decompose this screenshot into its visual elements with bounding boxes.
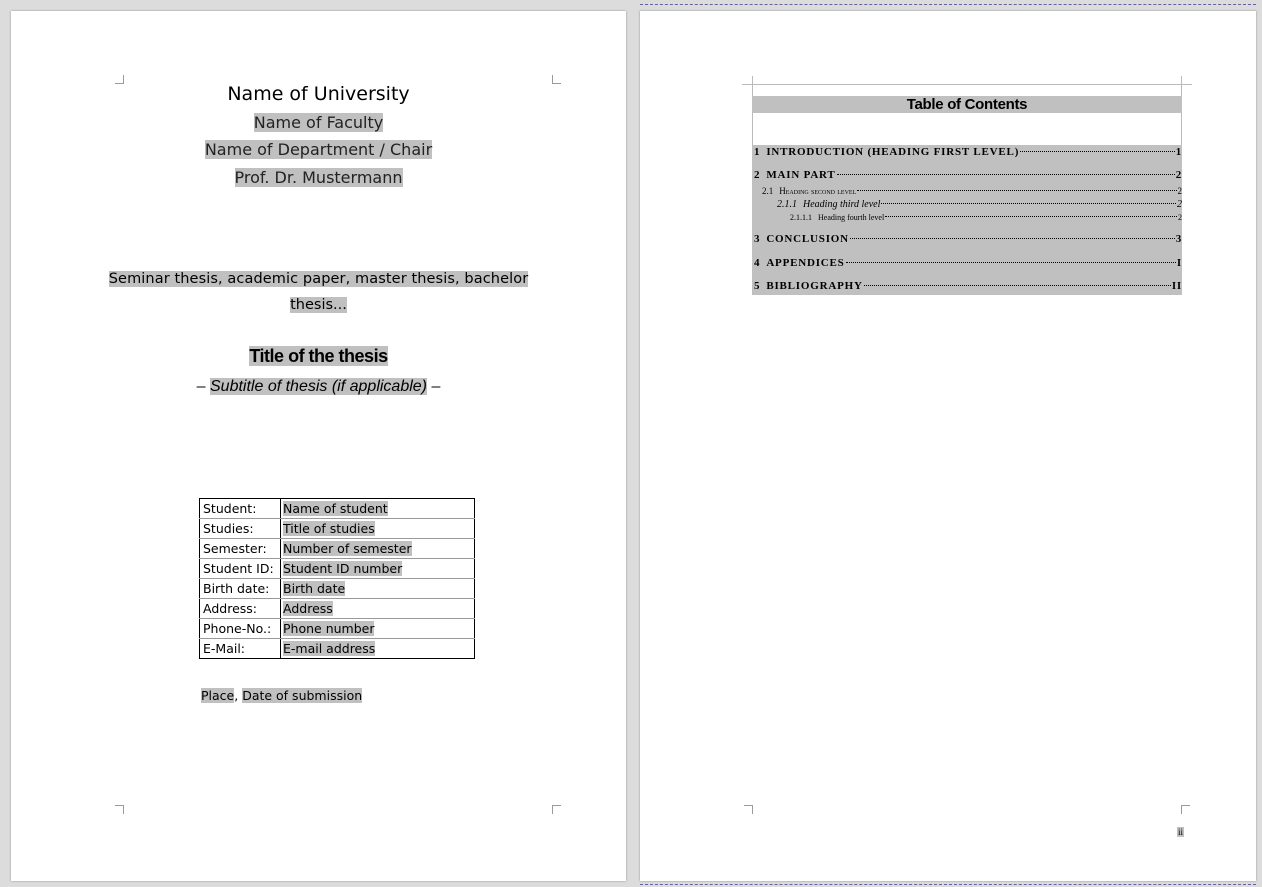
toc-entry[interactable] [777, 199, 1182, 210]
row-label: Student: [200, 499, 281, 519]
thesis-title [11, 346, 626, 367]
margin-corner-mark [744, 805, 753, 814]
toc-heading[interactable]: Table of Contents [752, 96, 1182, 113]
subtitle-dash: – [427, 378, 441, 395]
table-row [200, 639, 475, 659]
toc-entry[interactable] [790, 213, 1182, 222]
toc-dot-leader [864, 285, 1171, 286]
toc-entry[interactable] [754, 280, 1182, 292]
toc-entry-number: 3 [754, 233, 761, 245]
row-value-cell[interactable] [281, 619, 475, 639]
faculty-name [11, 113, 626, 132]
toc-entry[interactable] [754, 146, 1182, 158]
toc-dot-leader [857, 190, 1176, 191]
toc-entry-text: MAIN PART [766, 169, 836, 181]
margin-corner-mark [1181, 805, 1190, 814]
toc-entry-text: Heading fourth level [818, 213, 885, 222]
row-label: Studies: [200, 519, 281, 539]
margin-corner-mark [115, 805, 124, 814]
table-row [200, 519, 475, 539]
toc-entry-number: 4 [754, 257, 761, 269]
row-value-cell[interactable] [281, 579, 475, 599]
toc-entry-text: Heading third level [803, 199, 881, 210]
table-row [200, 539, 475, 559]
row-value-cell[interactable] [281, 499, 475, 519]
subtitle-dash: – [196, 378, 210, 395]
margin-corner-mark [552, 805, 561, 814]
row-label: Birth date: [200, 579, 281, 599]
row-value[interactable]: Phone number [283, 621, 375, 636]
toc-dot-leader [837, 174, 1175, 175]
professor-name [11, 168, 626, 187]
university-name [11, 83, 626, 105]
row-value-cell[interactable] [281, 599, 475, 619]
toc-section-boundary [742, 84, 1192, 85]
table-row [200, 619, 475, 639]
submission-place-field[interactable]: Place [201, 688, 235, 703]
toc-entry-number: 1 [754, 146, 761, 158]
toc-entry-number: 2.1.1 [777, 199, 797, 210]
row-value[interactable]: Address [283, 601, 333, 616]
submission-separator: , [234, 688, 243, 703]
row-value[interactable]: Student ID number [283, 561, 403, 576]
toc-dot-leader [881, 203, 1176, 204]
student-info-table [199, 498, 475, 659]
row-label: Semester: [200, 539, 281, 559]
toc-entry[interactable] [762, 186, 1182, 196]
table-row [200, 599, 475, 619]
row-label: Phone-No.: [200, 619, 281, 639]
thesis-type-line [11, 271, 626, 287]
toc-entry-number: 2 [754, 169, 761, 181]
toc-dot-leader [846, 262, 1176, 263]
faculty-field[interactable]: Name of Faculty [253, 113, 384, 132]
table-row [200, 559, 475, 579]
toc-entry-page: 1 [1175, 146, 1182, 158]
page-break-indicator [640, 884, 1256, 885]
department-name [11, 140, 626, 159]
thesis-type-field[interactable]: Seminar thesis, academic paper, master thesis, bachelor [108, 271, 529, 287]
table-row [200, 579, 475, 599]
page-number-field[interactable]: ii [1178, 827, 1184, 837]
toc-page[interactable] [640, 11, 1256, 881]
row-value-cell[interactable] [281, 639, 475, 659]
thesis-title-field[interactable]: Title of the thesis [249, 346, 388, 366]
submission-line [201, 688, 362, 703]
table-row [200, 499, 475, 519]
row-value[interactable]: Number of semester [283, 541, 412, 556]
row-label: Address: [200, 599, 281, 619]
cover-page[interactable] [11, 11, 626, 881]
professor-field[interactable]: Prof. Dr. Mustermann [234, 168, 403, 187]
toc-entry[interactable] [754, 169, 1182, 181]
toc-entry[interactable] [754, 257, 1182, 269]
row-value[interactable]: Birth date [283, 581, 346, 596]
toc-entry[interactable] [754, 233, 1182, 245]
toc-entry-page: 2 [1177, 186, 1182, 196]
thesis-subtitle [11, 378, 626, 396]
row-label: E-Mail: [200, 639, 281, 659]
toc-entry-page: 2 [1177, 199, 1182, 210]
row-value[interactable]: E-mail address [283, 641, 376, 656]
row-value[interactable]: Name of student [283, 501, 388, 516]
toc-entry-text: BIBLIOGRAPHY [766, 280, 863, 292]
subtitle-field[interactable]: Subtitle of thesis (if applicable) [210, 378, 427, 395]
row-value[interactable]: Title of studies [283, 521, 375, 536]
thesis-type-field[interactable]: thesis... [290, 297, 347, 313]
toc-entry-page: 2 [1175, 169, 1182, 181]
toc-entry-text: APPENDICES [766, 257, 845, 269]
toc-entry-page: 3 [1175, 233, 1182, 245]
toc-entry-number: 2.1.1.1 [790, 213, 812, 222]
toc-entry-page: I [1176, 257, 1182, 269]
page-break-indicator [640, 4, 1256, 5]
row-value-cell[interactable] [281, 519, 475, 539]
toc-entry-page: 2 [1178, 213, 1182, 222]
toc-entry-text: CONCLUSION [766, 233, 849, 245]
toc-entry-page: II [1171, 280, 1182, 292]
row-label: Student ID: [200, 559, 281, 579]
toc-entry-text: INTRODUCTION (HEADING FIRST LEVEL) [766, 146, 1020, 158]
toc-entry-number: 2.1 [762, 186, 774, 196]
toc-dot-leader [1020, 151, 1175, 152]
row-value-cell[interactable] [281, 559, 475, 579]
toc-entry-text: Heading second level [779, 186, 857, 196]
university-name-text[interactable]: Name of University [227, 83, 410, 105]
toc-dot-leader [885, 216, 1177, 217]
submission-date-field[interactable]: Date of submission [242, 688, 363, 703]
thesis-type-line [11, 297, 626, 313]
toc-dot-leader [850, 238, 1175, 239]
row-value-cell[interactable] [281, 539, 475, 559]
department-field[interactable]: Name of Department / Chair [204, 140, 433, 159]
toc-entry-number: 5 [754, 280, 761, 292]
